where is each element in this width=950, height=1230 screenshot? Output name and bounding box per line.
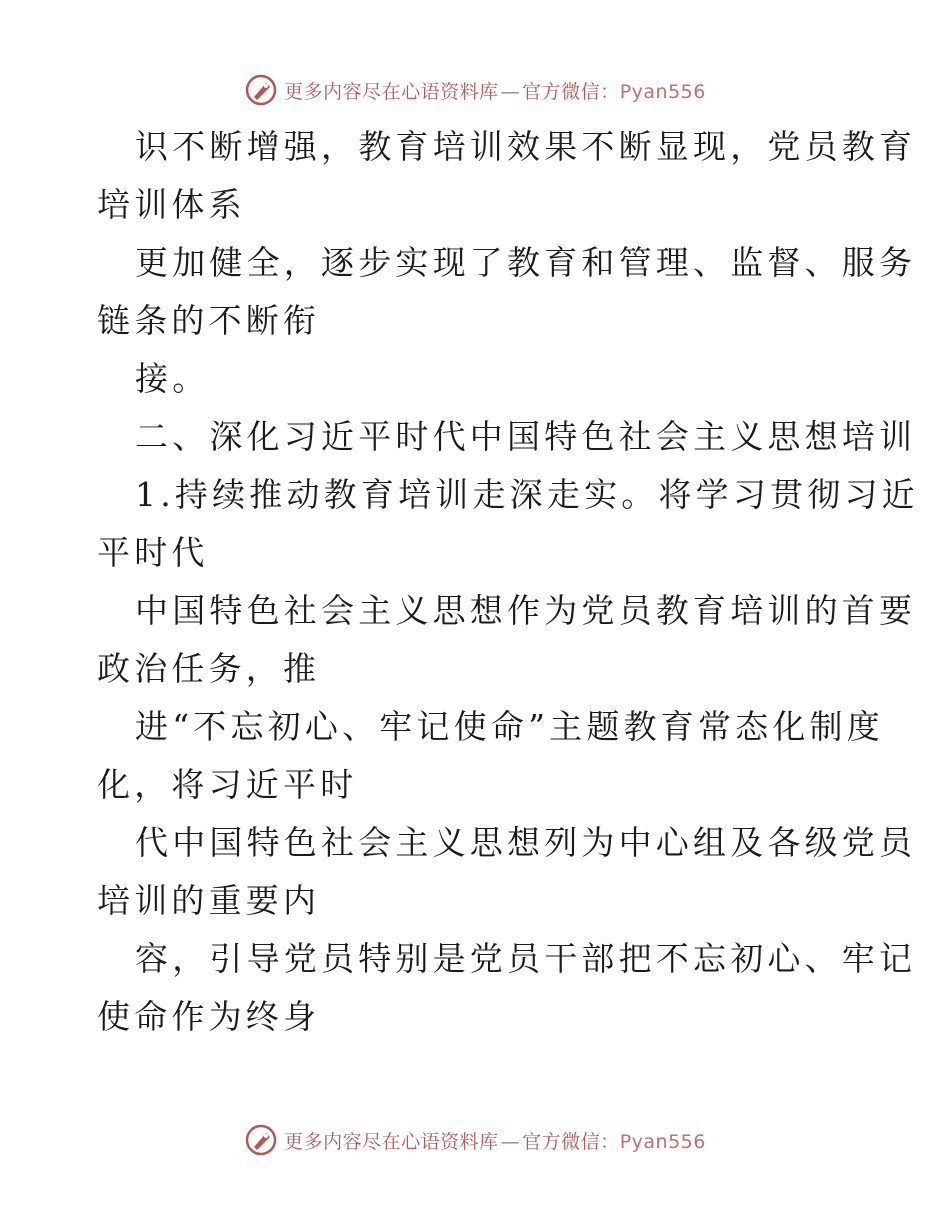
body-line: 政治任务，推 [97,649,321,688]
document-body [97,118,919,1046]
footer-watermark [0,1120,950,1160]
body-line: 中国特色社会主义思想作为党员教育培训的首要 [135,591,917,630]
section-heading: 二、深化习近平时代中国特色社会主义思想培训 [135,417,917,456]
body-line: 培训体系 [97,185,246,224]
body-line: 识不断增强，教育培训效果不断显现，党员教育 [135,127,917,166]
body-line: 进“不忘初心、牢记使命”主题教育常态化制度 [135,707,884,746]
body-line: 链条的不断衔 [97,301,321,340]
body-line: 化，将习近平时 [97,765,358,804]
body-line: 1.持续推动教育培训走深走实。将学习贯彻习近 [135,475,919,514]
watermark-text: 更多内容尽在心语资料库 — 官方微信：Pyan556 [284,80,706,103]
body-line: 容，引导党员特别是党员干部把不忘初心、牢记 [135,939,917,978]
body-line: 平时代 [97,533,209,572]
body-line: 代中国特色社会主义思想列为中心组及各级党员 [135,823,917,862]
body-line: 使命作为终身 [97,997,321,1036]
watermark-text: 更多内容尽在心语资料库 — 官方微信：Pyan556 [284,1130,706,1153]
body-line: 更加健全，逐步实现了教育和管理、监督、服务 [135,243,917,282]
body-line: 培训的重要内 [97,881,321,920]
body-line: 接。 [135,359,210,398]
header-watermark [0,70,950,110]
pen-nib-logo-icon [244,1123,278,1157]
pen-nib-logo-icon [244,73,278,107]
